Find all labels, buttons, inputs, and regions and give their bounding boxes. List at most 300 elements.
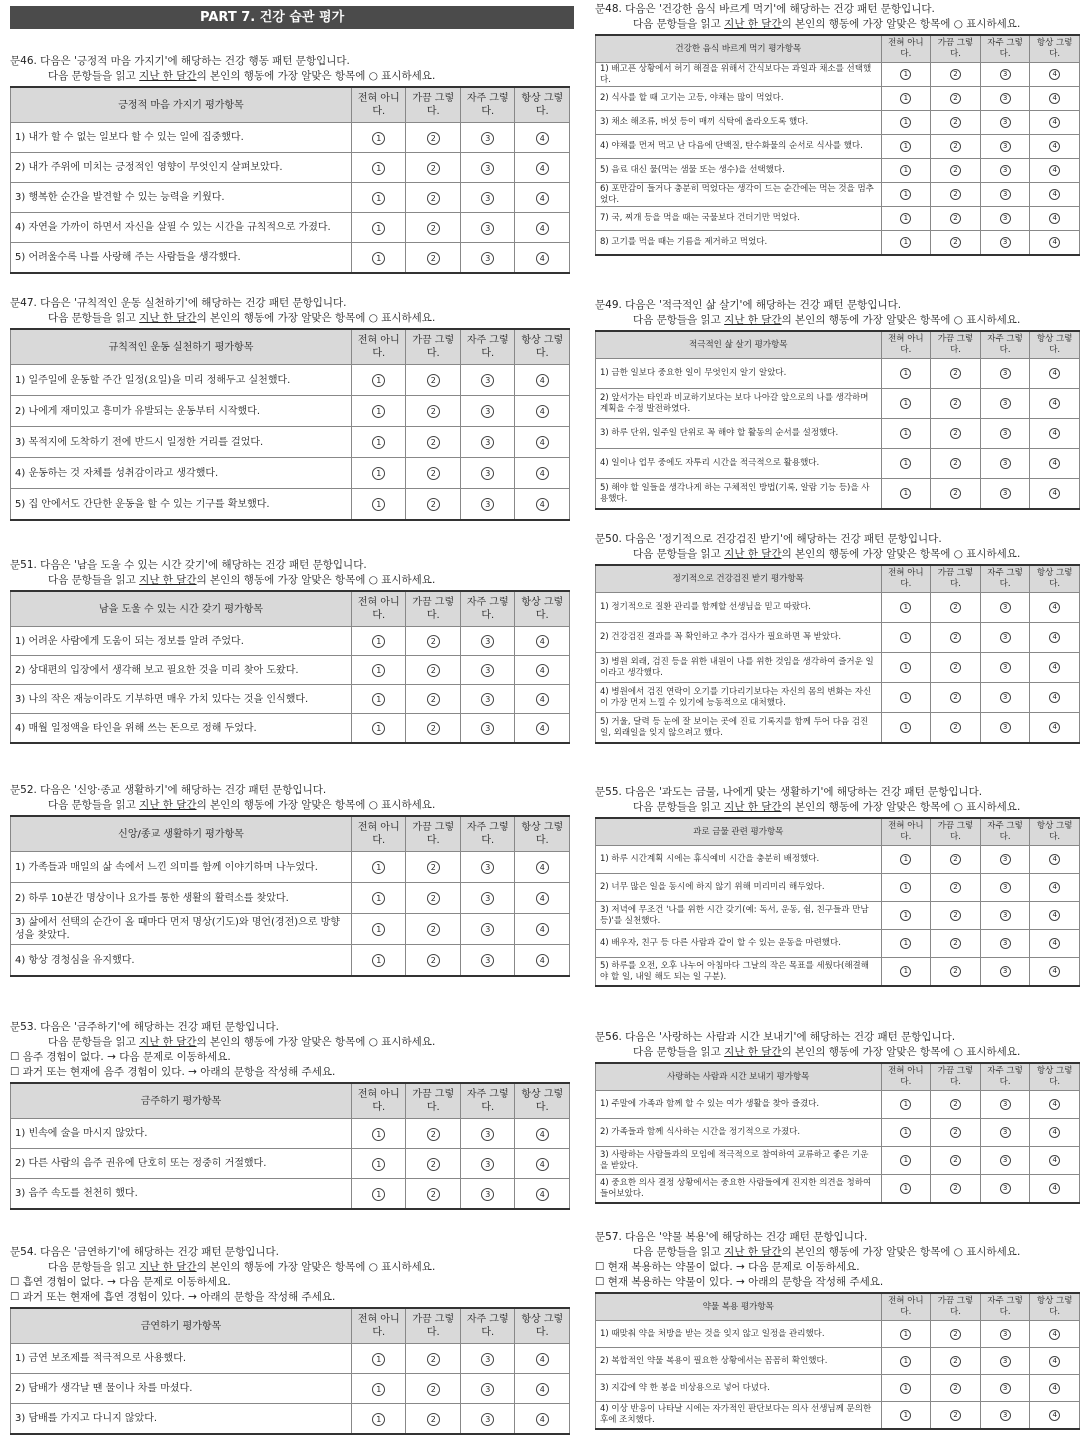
answer-option-3[interactable]: 3 <box>1000 189 1011 200</box>
answer-cell[interactable] <box>460 243 515 274</box>
answer-option-4[interactable]: 4 <box>1049 237 1060 248</box>
answer-cell[interactable] <box>460 1404 515 1435</box>
answer-cell[interactable] <box>980 846 1030 874</box>
answer-option-2[interactable]: 2 <box>950 398 961 409</box>
answer-cell[interactable] <box>980 419 1030 449</box>
answer-option-4[interactable]: 4 <box>536 1128 549 1141</box>
answer-option-1[interactable]: 1 <box>900 189 911 200</box>
answer-option-4[interactable]: 4 <box>536 923 549 936</box>
answer-cell[interactable] <box>980 874 1030 902</box>
answer-cell[interactable] <box>460 458 515 489</box>
answer-cell[interactable] <box>1030 183 1080 207</box>
answer-cell[interactable] <box>351 243 406 274</box>
answer-option-2[interactable]: 2 <box>427 405 440 418</box>
answer-cell[interactable] <box>1030 449 1080 479</box>
answer-option-3[interactable]: 3 <box>481 467 494 480</box>
answer-cell[interactable] <box>1030 389 1080 419</box>
answer-option-3[interactable]: 3 <box>1000 117 1011 128</box>
answer-cell[interactable] <box>351 427 406 458</box>
answer-option-4[interactable]: 4 <box>536 664 549 677</box>
answer-cell[interactable] <box>980 930 1030 958</box>
answer-option-2[interactable]: 2 <box>950 1383 961 1394</box>
answer-cell[interactable] <box>881 623 931 653</box>
answer-cell[interactable] <box>460 489 515 521</box>
answer-option-1[interactable]: 1 <box>372 162 385 175</box>
answer-option-3[interactable]: 3 <box>481 1188 494 1201</box>
answer-option-3[interactable]: 3 <box>1000 141 1011 152</box>
answer-cell[interactable] <box>460 1344 515 1374</box>
answer-option-4[interactable]: 4 <box>1049 1183 1060 1194</box>
answer-option-3[interactable]: 3 <box>481 664 494 677</box>
answer-option-4[interactable]: 4 <box>1049 662 1060 673</box>
answer-option-2[interactable]: 2 <box>427 1128 440 1141</box>
answer-option-3[interactable]: 3 <box>1000 632 1011 643</box>
answer-option-1[interactable]: 1 <box>372 954 385 967</box>
answer-option-1[interactable]: 1 <box>900 1383 911 1394</box>
answer-cell[interactable] <box>980 902 1030 930</box>
answer-option-4[interactable]: 4 <box>1049 488 1060 499</box>
answer-option-3[interactable]: 3 <box>1000 1155 1011 1166</box>
answer-option-4[interactable]: 4 <box>536 722 549 735</box>
answer-option-3[interactable]: 3 <box>1000 458 1011 469</box>
answer-option-3[interactable]: 3 <box>481 1413 494 1426</box>
answer-option-4[interactable]: 4 <box>1049 189 1060 200</box>
answer-cell[interactable] <box>406 1374 461 1404</box>
answer-cell[interactable] <box>515 183 570 213</box>
answer-option-4[interactable]: 4 <box>536 162 549 175</box>
answer-option-1[interactable]: 1 <box>372 192 385 205</box>
answer-option-2[interactable]: 2 <box>950 1410 961 1421</box>
answer-cell[interactable] <box>460 427 515 458</box>
answer-option-1[interactable]: 1 <box>372 132 385 145</box>
answer-cell[interactable] <box>460 396 515 427</box>
answer-option-3[interactable]: 3 <box>1000 854 1011 865</box>
answer-option-1[interactable]: 1 <box>900 722 911 733</box>
answer-cell[interactable] <box>460 1149 515 1179</box>
answer-cell[interactable] <box>881 874 931 902</box>
answer-cell[interactable] <box>931 846 981 874</box>
answer-option-3[interactable]: 3 <box>1000 662 1011 673</box>
answer-option-4[interactable]: 4 <box>536 467 549 480</box>
answer-cell[interactable] <box>351 1404 406 1435</box>
answer-option-1[interactable]: 1 <box>900 632 911 643</box>
answer-option-2[interactable]: 2 <box>950 1099 961 1110</box>
answer-cell[interactable] <box>1030 1147 1080 1175</box>
answer-option-4[interactable]: 4 <box>536 1413 549 1426</box>
answer-cell[interactable] <box>980 653 1030 683</box>
answer-cell[interactable] <box>1030 1348 1080 1375</box>
answer-option-3[interactable]: 3 <box>481 1158 494 1171</box>
answer-cell[interactable] <box>1030 1321 1080 1348</box>
answer-option-4[interactable]: 4 <box>1049 213 1060 224</box>
answer-cell[interactable] <box>980 1348 1030 1375</box>
answer-cell[interactable] <box>351 1374 406 1404</box>
answer-cell[interactable] <box>515 685 570 714</box>
answer-option-2[interactable]: 2 <box>950 213 961 224</box>
answer-cell[interactable] <box>881 159 931 183</box>
answer-option-4[interactable]: 4 <box>1049 692 1060 703</box>
answer-cell[interactable] <box>515 1149 570 1179</box>
answer-option-1[interactable]: 1 <box>372 1353 385 1366</box>
answer-option-3[interactable]: 3 <box>1000 938 1011 949</box>
answer-option-3[interactable]: 3 <box>481 252 494 265</box>
answer-cell[interactable] <box>931 593 981 623</box>
answer-cell[interactable] <box>1030 111 1080 135</box>
answer-option-4[interactable]: 4 <box>1049 1099 1060 1110</box>
answer-cell[interactable] <box>980 1119 1030 1147</box>
answer-option-4[interactable]: 4 <box>1049 117 1060 128</box>
answer-option-2[interactable]: 2 <box>427 162 440 175</box>
answer-option-2[interactable]: 2 <box>950 1183 961 1194</box>
answer-option-4[interactable]: 4 <box>1049 966 1060 977</box>
answer-cell[interactable] <box>515 1374 570 1404</box>
answer-cell[interactable] <box>460 914 515 945</box>
answer-option-1[interactable]: 1 <box>900 910 911 921</box>
answer-cell[interactable] <box>351 656 406 685</box>
answer-option-3[interactable]: 3 <box>1000 1329 1011 1340</box>
answer-option-2[interactable]: 2 <box>427 436 440 449</box>
answer-option-4[interactable]: 4 <box>536 252 549 265</box>
answer-option-4[interactable]: 4 <box>1049 632 1060 643</box>
answer-cell[interactable] <box>515 489 570 521</box>
answer-cell[interactable] <box>931 930 981 958</box>
answer-option-4[interactable]: 4 <box>1049 938 1060 949</box>
answer-option-3[interactable]: 3 <box>1000 722 1011 733</box>
answer-cell[interactable] <box>881 958 931 987</box>
answer-option-3[interactable]: 3 <box>481 635 494 648</box>
answer-option-1[interactable]: 1 <box>900 662 911 673</box>
answer-cell[interactable] <box>980 683 1030 713</box>
answer-cell[interactable] <box>931 1091 981 1119</box>
answer-option-2[interactable]: 2 <box>950 488 961 499</box>
answer-cell[interactable] <box>406 945 461 977</box>
answer-option-1[interactable]: 1 <box>372 498 385 511</box>
answer-cell[interactable] <box>351 123 406 153</box>
answer-option-2[interactable]: 2 <box>950 428 961 439</box>
answer-option-2[interactable]: 2 <box>427 192 440 205</box>
answer-cell[interactable] <box>980 183 1030 207</box>
answer-cell[interactable] <box>460 183 515 213</box>
answer-cell[interactable] <box>1030 159 1080 183</box>
answer-cell[interactable] <box>931 683 981 713</box>
answer-cell[interactable] <box>406 714 461 744</box>
answer-option-2[interactable]: 2 <box>427 693 440 706</box>
answer-cell[interactable] <box>980 479 1030 510</box>
answer-option-3[interactable]: 3 <box>481 1128 494 1141</box>
answer-cell[interactable] <box>881 449 931 479</box>
answer-cell[interactable] <box>980 1175 1030 1204</box>
answer-option-2[interactable]: 2 <box>427 1413 440 1426</box>
answer-option-1[interactable]: 1 <box>372 405 385 418</box>
answer-option-1[interactable]: 1 <box>372 923 385 936</box>
answer-option-1[interactable]: 1 <box>900 602 911 613</box>
answer-cell[interactable] <box>980 449 1030 479</box>
answer-cell[interactable] <box>1030 479 1080 510</box>
answer-cell[interactable] <box>931 479 981 510</box>
answer-cell[interactable] <box>881 183 931 207</box>
answer-option-2[interactable]: 2 <box>950 117 961 128</box>
answer-option-3[interactable]: 3 <box>481 861 494 874</box>
answer-cell[interactable] <box>881 1348 931 1375</box>
answer-option-4[interactable]: 4 <box>536 498 549 511</box>
answer-option-4[interactable]: 4 <box>536 405 549 418</box>
answer-option-2[interactable]: 2 <box>950 662 961 673</box>
answer-cell[interactable] <box>881 479 931 510</box>
answer-cell[interactable] <box>881 1321 931 1348</box>
answer-cell[interactable] <box>980 623 1030 653</box>
answer-option-4[interactable]: 4 <box>1049 602 1060 613</box>
answer-cell[interactable] <box>406 627 461 656</box>
answer-cell[interactable] <box>931 135 981 159</box>
answer-cell[interactable] <box>460 1179 515 1210</box>
answer-option-1[interactable]: 1 <box>900 368 911 379</box>
answer-option-3[interactable]: 3 <box>1000 1127 1011 1138</box>
answer-option-1[interactable]: 1 <box>900 1099 911 1110</box>
answer-cell[interactable] <box>515 243 570 274</box>
answer-option-1[interactable]: 1 <box>900 1356 911 1367</box>
answer-option-2[interactable]: 2 <box>950 1155 961 1166</box>
answer-option-3[interactable]: 3 <box>481 722 494 735</box>
answer-option-2[interactable]: 2 <box>950 1329 961 1340</box>
answer-cell[interactable] <box>351 458 406 489</box>
answer-cell[interactable] <box>980 1091 1030 1119</box>
answer-option-3[interactable]: 3 <box>1000 966 1011 977</box>
answer-cell[interactable] <box>931 1147 981 1175</box>
answer-cell[interactable] <box>980 63 1030 87</box>
answer-option-4[interactable]: 4 <box>536 1383 549 1396</box>
answer-cell[interactable] <box>406 1179 461 1210</box>
answer-cell[interactable] <box>931 389 981 419</box>
answer-option-3[interactable]: 3 <box>481 1353 494 1366</box>
answer-option-1[interactable]: 1 <box>900 692 911 703</box>
answer-cell[interactable] <box>931 207 981 231</box>
answer-cell[interactable] <box>980 231 1030 256</box>
answer-cell[interactable] <box>351 396 406 427</box>
answer-option-4[interactable]: 4 <box>1049 398 1060 409</box>
answer-cell[interactable] <box>406 123 461 153</box>
answer-option-4[interactable]: 4 <box>536 635 549 648</box>
answer-option-4[interactable]: 4 <box>1049 854 1060 865</box>
answer-cell[interactable] <box>881 419 931 449</box>
answer-option-3[interactable]: 3 <box>1000 368 1011 379</box>
answer-cell[interactable] <box>406 1149 461 1179</box>
answer-option-3[interactable]: 3 <box>481 693 494 706</box>
answer-cell[interactable] <box>980 958 1030 987</box>
answer-option-1[interactable]: 1 <box>372 722 385 735</box>
skip-option[interactable]: ☐ 음주 경험이 없다. → 다음 문제로 이동하세요. <box>10 1051 231 1063</box>
answer-cell[interactable] <box>931 1175 981 1204</box>
answer-option-2[interactable]: 2 <box>427 722 440 735</box>
answer-cell[interactable] <box>881 207 931 231</box>
answer-cell[interactable] <box>931 1321 981 1348</box>
answer-cell[interactable] <box>515 1404 570 1435</box>
answer-option-2[interactable]: 2 <box>950 458 961 469</box>
answer-cell[interactable] <box>881 1175 931 1204</box>
answer-option-3[interactable]: 3 <box>1000 602 1011 613</box>
answer-cell[interactable] <box>351 1179 406 1210</box>
answer-option-4[interactable]: 4 <box>1049 165 1060 176</box>
skip-option[interactable]: ☐ 현재 복용하는 약물이 없다. → 다음 문제로 이동하세요. <box>595 1261 860 1273</box>
answer-option-1[interactable]: 1 <box>900 1410 911 1421</box>
answer-cell[interactable] <box>980 389 1030 419</box>
answer-cell[interactable] <box>406 1344 461 1374</box>
answer-option-1[interactable]: 1 <box>900 854 911 865</box>
answer-cell[interactable] <box>1030 902 1080 930</box>
answer-option-3[interactable]: 3 <box>1000 69 1011 80</box>
answer-option-1[interactable]: 1 <box>900 882 911 893</box>
answer-cell[interactable] <box>351 627 406 656</box>
answer-cell[interactable] <box>351 489 406 521</box>
answer-cell[interactable] <box>931 874 981 902</box>
answer-cell[interactable] <box>406 365 461 396</box>
continue-option[interactable]: ☐ 과거 또는 현재에 흡연 경험이 있다. → 아래의 문항을 작성해 주세요. <box>10 1291 336 1303</box>
answer-option-3[interactable]: 3 <box>1000 1099 1011 1110</box>
answer-cell[interactable] <box>351 714 406 744</box>
answer-cell[interactable] <box>1030 419 1080 449</box>
answer-option-1[interactable]: 1 <box>900 398 911 409</box>
answer-cell[interactable] <box>406 883 461 914</box>
answer-cell[interactable] <box>1030 713 1080 744</box>
answer-option-2[interactable]: 2 <box>950 692 961 703</box>
answer-cell[interactable] <box>1030 135 1080 159</box>
answer-cell[interactable] <box>1030 1175 1080 1204</box>
answer-cell[interactable] <box>980 1402 1030 1430</box>
answer-option-3[interactable]: 3 <box>481 498 494 511</box>
answer-option-4[interactable]: 4 <box>536 1158 549 1171</box>
answer-cell[interactable] <box>931 231 981 256</box>
answer-option-2[interactable]: 2 <box>427 374 440 387</box>
answer-cell[interactable] <box>515 945 570 977</box>
answer-cell[interactable] <box>351 213 406 243</box>
answer-cell[interactable] <box>980 1147 1030 1175</box>
answer-cell[interactable] <box>351 1149 406 1179</box>
answer-option-2[interactable]: 2 <box>950 1356 961 1367</box>
skip-option[interactable]: ☐ 흡연 경험이 없다. → 다음 문제로 이동하세요. <box>10 1276 231 1288</box>
answer-cell[interactable] <box>1030 593 1080 623</box>
answer-option-4[interactable]: 4 <box>1049 93 1060 104</box>
answer-cell[interactable] <box>881 111 931 135</box>
answer-option-4[interactable]: 4 <box>1049 458 1060 469</box>
answer-cell[interactable] <box>931 419 981 449</box>
answer-option-4[interactable]: 4 <box>1049 722 1060 733</box>
answer-cell[interactable] <box>881 359 931 389</box>
answer-option-2[interactable]: 2 <box>950 882 961 893</box>
answer-option-4[interactable]: 4 <box>1049 69 1060 80</box>
answer-option-2[interactable]: 2 <box>950 722 961 733</box>
answer-cell[interactable] <box>351 945 406 977</box>
answer-option-2[interactable]: 2 <box>427 635 440 648</box>
answer-option-1[interactable]: 1 <box>900 966 911 977</box>
answer-option-3[interactable]: 3 <box>1000 237 1011 248</box>
answer-option-1[interactable]: 1 <box>372 1383 385 1396</box>
answer-cell[interactable] <box>931 653 981 683</box>
answer-option-2[interactable]: 2 <box>427 132 440 145</box>
answer-option-2[interactable]: 2 <box>950 602 961 613</box>
answer-cell[interactable] <box>881 902 931 930</box>
answer-cell[interactable] <box>931 183 981 207</box>
answer-cell[interactable] <box>406 1404 461 1435</box>
answer-cell[interactable] <box>881 389 931 419</box>
answer-cell[interactable] <box>1030 63 1080 87</box>
answer-option-4[interactable]: 4 <box>536 1188 549 1201</box>
answer-cell[interactable] <box>931 359 981 389</box>
answer-option-4[interactable]: 4 <box>536 436 549 449</box>
answer-cell[interactable] <box>881 713 931 744</box>
answer-option-3[interactable]: 3 <box>1000 93 1011 104</box>
answer-cell[interactable] <box>406 427 461 458</box>
answer-option-2[interactable]: 2 <box>950 93 961 104</box>
answer-option-4[interactable]: 4 <box>536 222 549 235</box>
answer-option-2[interactable]: 2 <box>427 1188 440 1201</box>
answer-cell[interactable] <box>980 713 1030 744</box>
answer-option-1[interactable]: 1 <box>900 213 911 224</box>
answer-cell[interactable] <box>406 489 461 521</box>
answer-cell[interactable] <box>931 111 981 135</box>
answer-option-3[interactable]: 3 <box>481 405 494 418</box>
answer-cell[interactable] <box>1030 87 1080 111</box>
answer-cell[interactable] <box>881 1402 931 1430</box>
answer-option-2[interactable]: 2 <box>950 1127 961 1138</box>
answer-option-3[interactable]: 3 <box>481 436 494 449</box>
answer-cell[interactable] <box>931 713 981 744</box>
answer-option-4[interactable]: 4 <box>536 132 549 145</box>
answer-option-2[interactable]: 2 <box>950 966 961 977</box>
answer-cell[interactable] <box>515 1179 570 1210</box>
answer-cell[interactable] <box>515 714 570 744</box>
answer-option-4[interactable]: 4 <box>536 374 549 387</box>
answer-option-1[interactable]: 1 <box>900 165 911 176</box>
answer-cell[interactable] <box>515 656 570 685</box>
answer-option-3[interactable]: 3 <box>481 892 494 905</box>
answer-option-4[interactable]: 4 <box>1049 428 1060 439</box>
answer-option-4[interactable]: 4 <box>1049 1127 1060 1138</box>
answer-cell[interactable] <box>881 135 931 159</box>
answer-cell[interactable] <box>515 458 570 489</box>
answer-cell[interactable] <box>406 458 461 489</box>
answer-cell[interactable] <box>515 852 570 883</box>
answer-cell[interactable] <box>460 365 515 396</box>
answer-option-1[interactable]: 1 <box>900 1329 911 1340</box>
answer-option-3[interactable]: 3 <box>481 192 494 205</box>
answer-cell[interactable] <box>931 958 981 987</box>
answer-option-1[interactable]: 1 <box>372 635 385 648</box>
answer-cell[interactable] <box>881 231 931 256</box>
answer-option-2[interactable]: 2 <box>950 938 961 949</box>
answer-cell[interactable] <box>351 153 406 183</box>
answer-option-3[interactable]: 3 <box>481 923 494 936</box>
answer-cell[interactable] <box>980 359 1030 389</box>
answer-cell[interactable] <box>881 1147 931 1175</box>
answer-option-1[interactable]: 1 <box>372 1413 385 1426</box>
answer-option-4[interactable]: 4 <box>1049 1356 1060 1367</box>
answer-option-3[interactable]: 3 <box>481 1383 494 1396</box>
answer-option-3[interactable]: 3 <box>481 162 494 175</box>
answer-option-2[interactable]: 2 <box>427 222 440 235</box>
answer-cell[interactable] <box>881 683 931 713</box>
answer-cell[interactable] <box>515 914 570 945</box>
answer-cell[interactable] <box>1030 1402 1080 1430</box>
answer-cell[interactable] <box>460 627 515 656</box>
answer-option-1[interactable]: 1 <box>900 458 911 469</box>
answer-option-4[interactable]: 4 <box>1049 882 1060 893</box>
answer-option-1[interactable]: 1 <box>900 938 911 949</box>
answer-cell[interactable] <box>881 1091 931 1119</box>
answer-option-2[interactable]: 2 <box>950 141 961 152</box>
answer-cell[interactable] <box>931 159 981 183</box>
answer-cell[interactable] <box>931 1119 981 1147</box>
answer-cell[interactable] <box>980 87 1030 111</box>
answer-option-1[interactable]: 1 <box>372 1188 385 1201</box>
